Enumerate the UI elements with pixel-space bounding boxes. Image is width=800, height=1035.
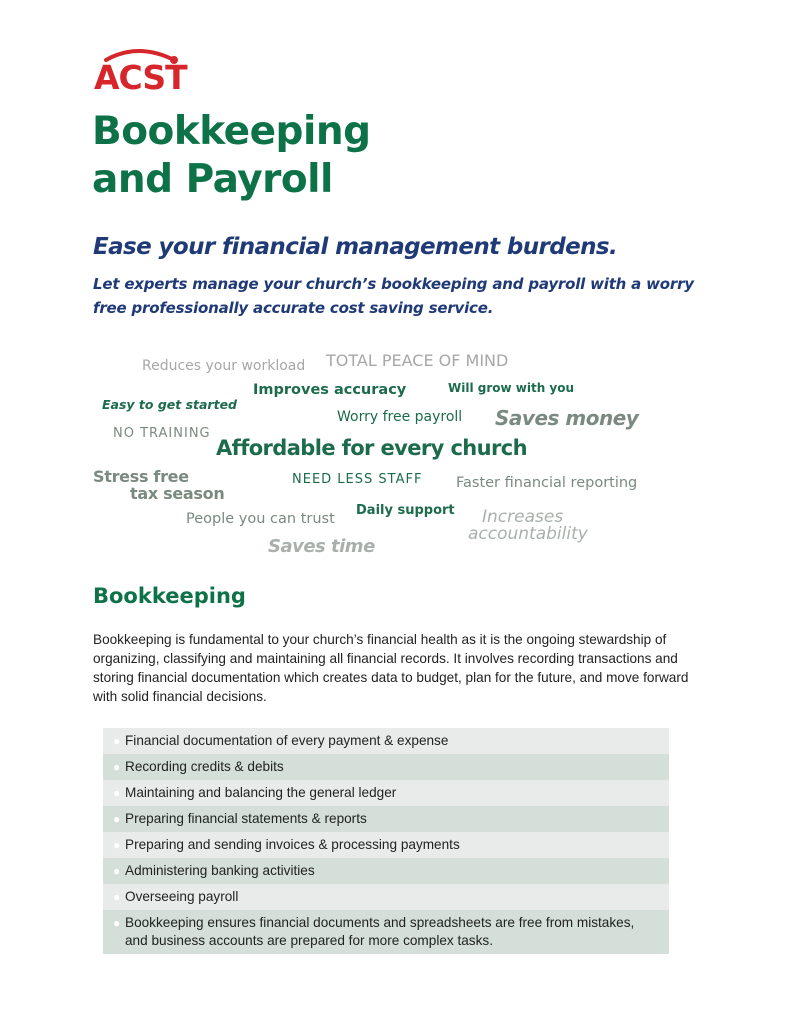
- cloud-word: tax season: [130, 484, 225, 503]
- bullet-icon: ●: [113, 760, 121, 774]
- title-line-1: Bookkeeping: [92, 109, 371, 154]
- headline: Ease your financial management burdens.: [93, 234, 618, 260]
- list-item: [103, 910, 669, 954]
- list-item: [103, 806, 669, 832]
- list-item-text: Preparing financial statements & reports: [125, 811, 367, 826]
- benefits-word-cloud: [0, 340, 800, 570]
- list-item: [103, 832, 669, 858]
- cloud-word: Will grow with you: [448, 381, 575, 395]
- list-item-text: Maintaining and balancing the general ledger: [125, 785, 397, 800]
- logo-text: ACST: [94, 58, 187, 97]
- cloud-word: Easy to get started: [102, 397, 237, 412]
- cloud-word: NO TRAINING: [113, 426, 211, 441]
- list-item: [103, 858, 669, 884]
- cloud-word: Improves accuracy: [253, 382, 407, 398]
- list-item-text: Administering banking activities: [125, 863, 315, 878]
- service-list: [103, 728, 669, 954]
- cloud-word: Faster financial reporting: [456, 475, 638, 491]
- acst-logo: [92, 46, 187, 98]
- list-item-text: Recording credits & debits: [125, 759, 284, 774]
- bullet-icon: ●: [113, 890, 121, 904]
- section-title: Bookkeeping: [93, 584, 246, 608]
- bullet-icon: ●: [113, 916, 121, 930]
- bullet-icon: ●: [113, 864, 121, 878]
- title-line-2: and Payroll: [92, 157, 333, 202]
- cloud-word: accountability: [468, 524, 588, 544]
- cloud-word: Reduces your workload: [142, 358, 306, 374]
- subheadline: Let experts manage your church’s bookkeeping and payroll with a worry free professionally accurate cost saving service.: [93, 275, 694, 317]
- cloud-word: People you can trust: [186, 511, 335, 527]
- list-item-text: Preparing and sending invoices & processing payments: [125, 837, 460, 852]
- bullet-icon: ●: [113, 812, 121, 826]
- cloud-word: Affordable for every church: [216, 436, 527, 460]
- list-item-text: Bookkeeping ensures financial documents and spreadsheets are free from mistakes, and business accounts are prepared for more complex tasks.: [125, 915, 635, 948]
- list-item: [103, 754, 669, 780]
- list-item: [103, 728, 669, 754]
- bullet-icon: ●: [113, 838, 121, 852]
- cloud-word: Saves time: [268, 536, 375, 557]
- list-item: [103, 780, 669, 806]
- bullet-icon: ●: [113, 734, 121, 748]
- cloud-word: NEED LESS STAFF: [292, 472, 423, 487]
- section-body: Bookkeeping is fundamental to your church’s financial health as it is the ongoing stewardship of organizing, classifying and maintaining all financial records. It involves recording transactions and storing financial documentation which creates data to budget, plan for the future, and move forward with solid financial decisions.: [93, 632, 689, 704]
- cloud-word: Saves money: [495, 406, 639, 430]
- cloud-word: Stress free: [93, 467, 189, 486]
- list-item-text: Financial documentation of every payment & expense: [125, 733, 449, 748]
- list-item-text: Overseeing payroll: [125, 889, 239, 904]
- cloud-word: Increases: [482, 507, 564, 527]
- page-title: [92, 108, 371, 204]
- cloud-word: Worry free payroll: [337, 409, 463, 425]
- list-item: [103, 884, 669, 910]
- bullet-icon: ●: [113, 786, 121, 800]
- cloud-word: Daily support: [356, 503, 455, 518]
- cloud-word: TOTAL PEACE OF MIND: [326, 351, 509, 370]
